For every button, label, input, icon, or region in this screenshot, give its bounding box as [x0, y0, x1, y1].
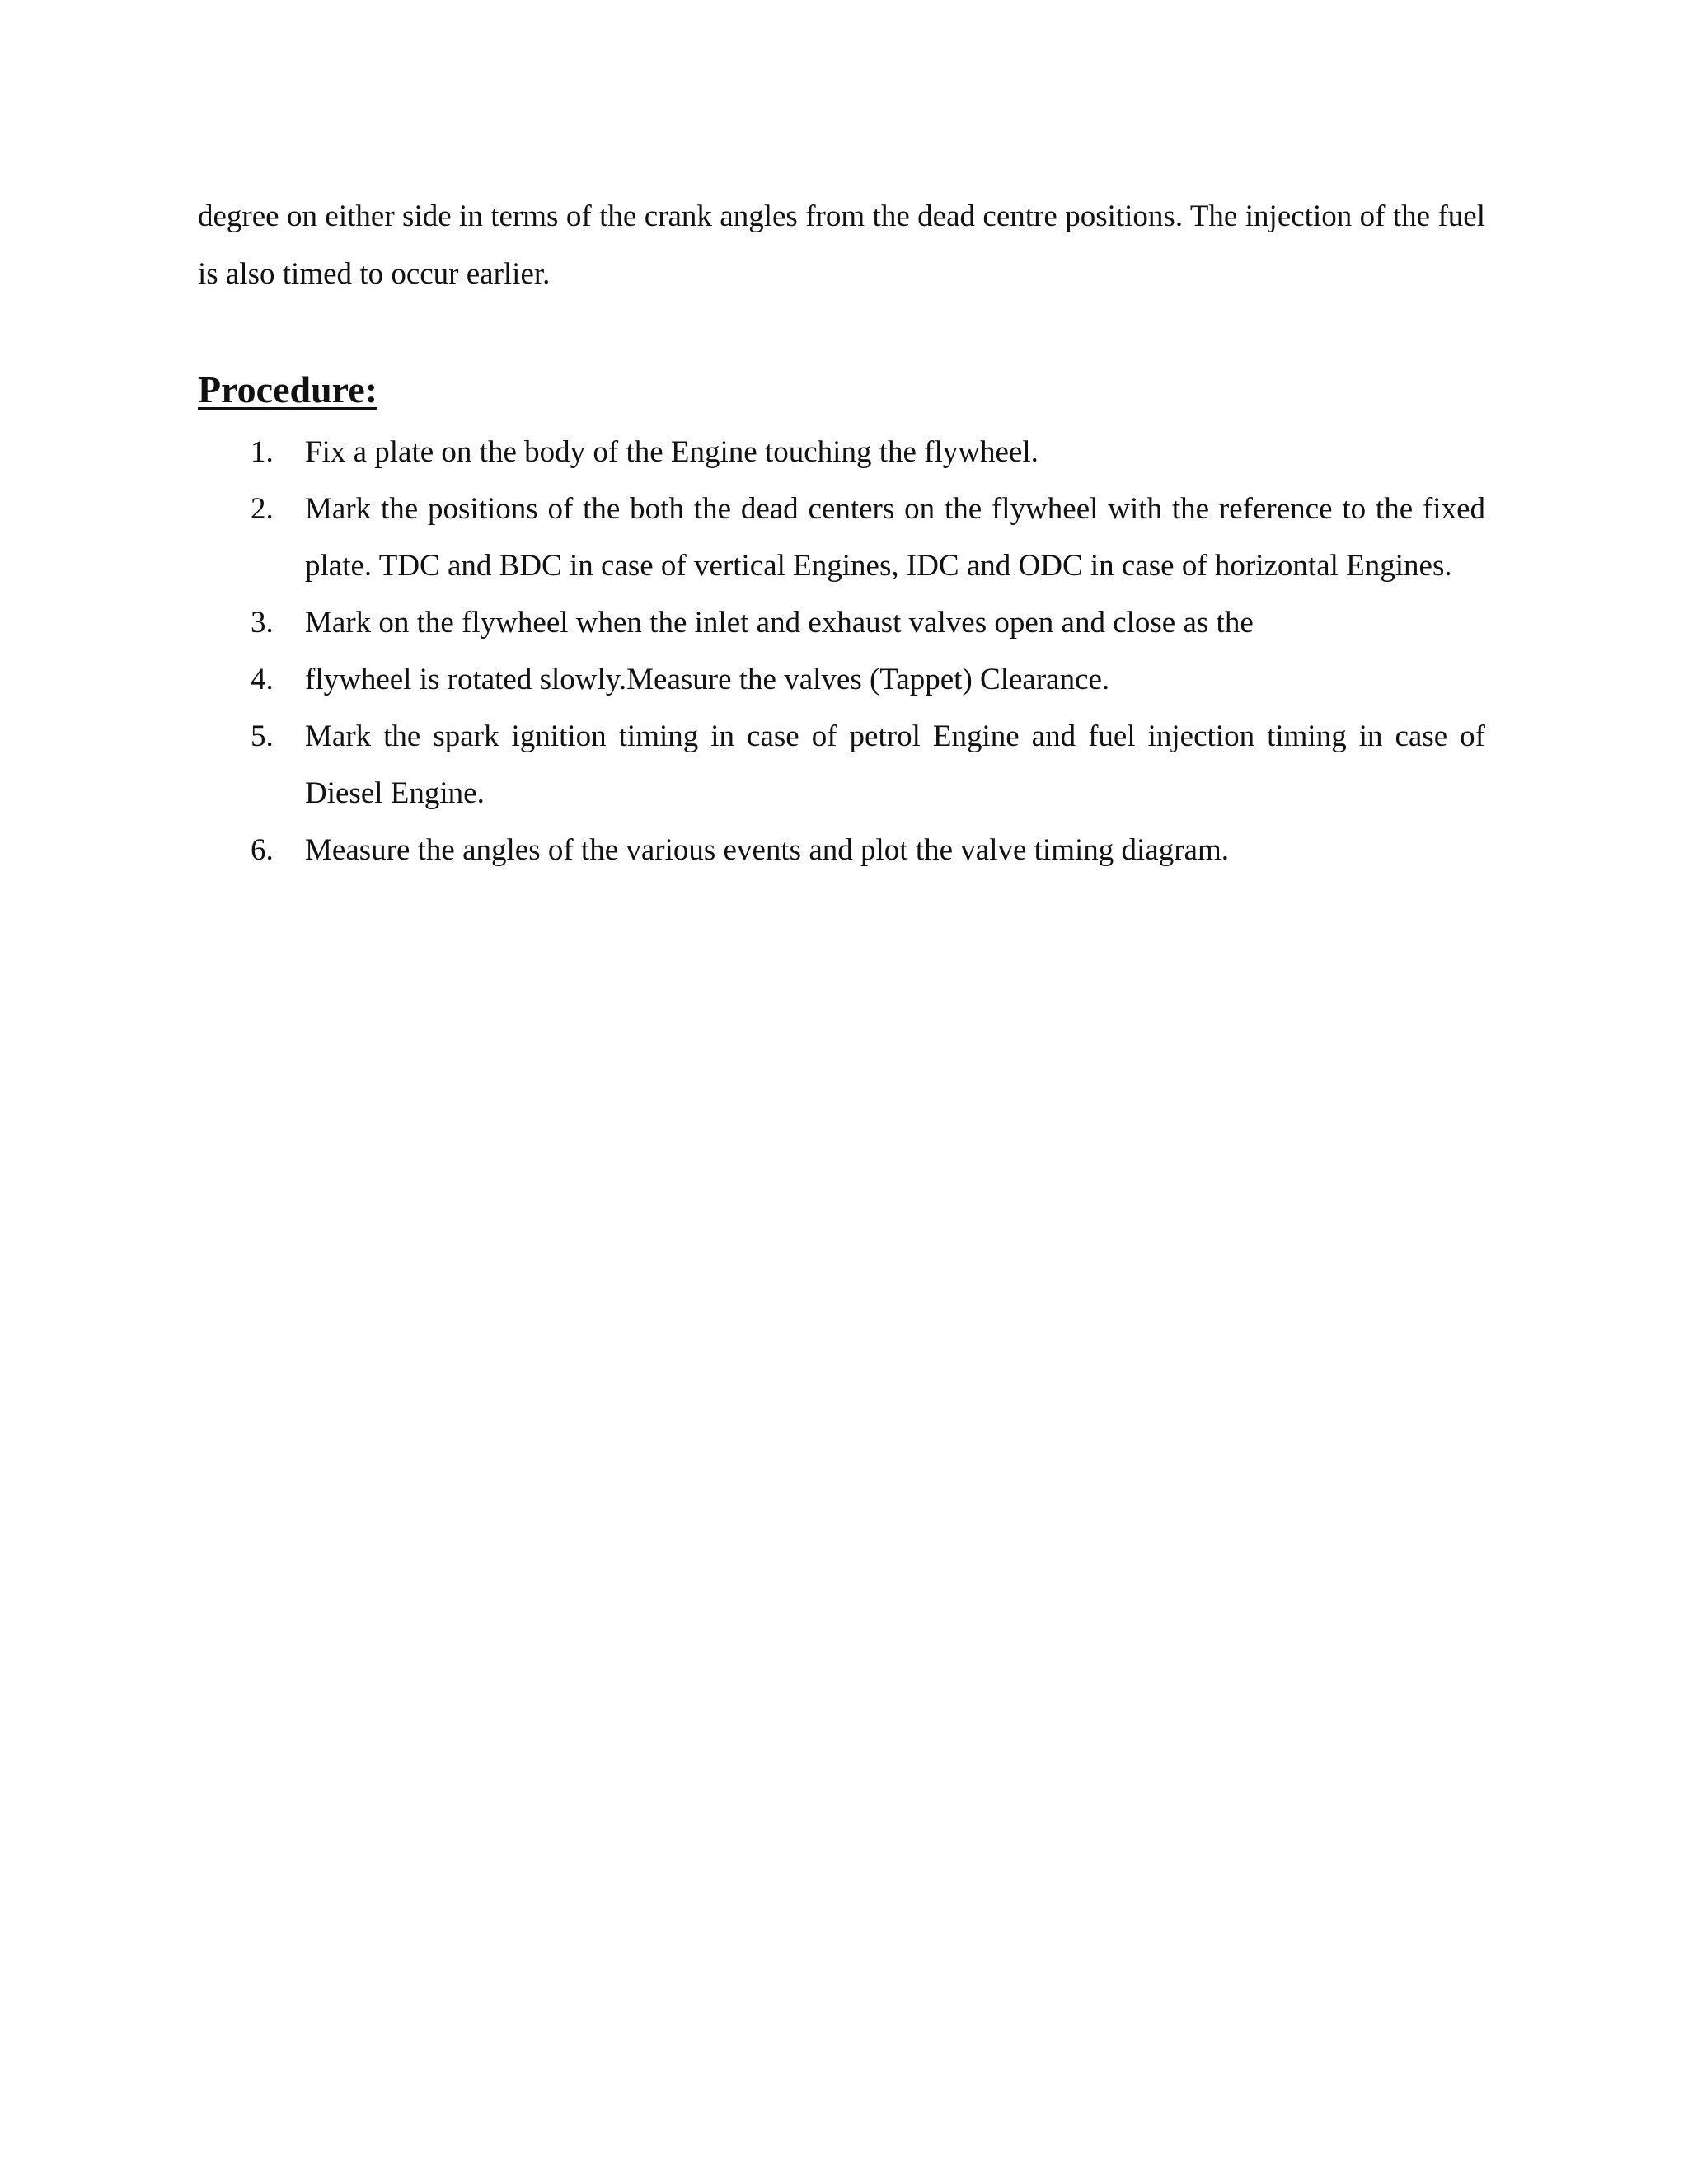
procedure-step — [198, 480, 1485, 594]
step-text: flywheel is rotated slowly.Measure the valves (Tappet) Clearance. — [305, 663, 1110, 696]
step-number: 2. — [251, 492, 274, 526]
step-number: 4. — [251, 663, 274, 696]
step-text: Mark the positions of the both the dead centers on the flywheel with the reference to the fixed plate. TDC and BDC in case of vertical Engines, IDC and ODC in case of horizontal Engines. — [305, 492, 1485, 583]
step-text: Mark the spark ignition timing in case of petrol Engine and fuel injection timing in case of Diesel Engine. — [305, 719, 1485, 810]
step-number: 6. — [251, 833, 274, 867]
step-text: Measure the angles of the various events and plot the valve timing diagram. — [305, 833, 1229, 867]
step-text: Fix a plate on the body of the Engine touching the flywheel. — [305, 435, 1039, 469]
procedure-heading: Procedure: — [198, 368, 378, 410]
step-text: Mark on the flywheel when the inlet and exhaust valves open and close as the — [305, 606, 1254, 640]
procedure-step — [198, 822, 1485, 879]
page-content — [198, 188, 1485, 879]
step-number: 5. — [251, 719, 274, 753]
procedure-step — [198, 424, 1485, 480]
procedure-step — [198, 594, 1485, 651]
procedure-steps-list — [198, 424, 1485, 879]
step-number: 1. — [251, 435, 274, 469]
procedure-step — [198, 651, 1485, 708]
step-number: 3. — [251, 606, 274, 640]
procedure-step — [198, 708, 1485, 822]
intro-paragraph: degree on either side in terms of the crank angles from the dead centre positions. The injection of the fuel is also timed to occur earlier. — [198, 199, 1485, 291]
